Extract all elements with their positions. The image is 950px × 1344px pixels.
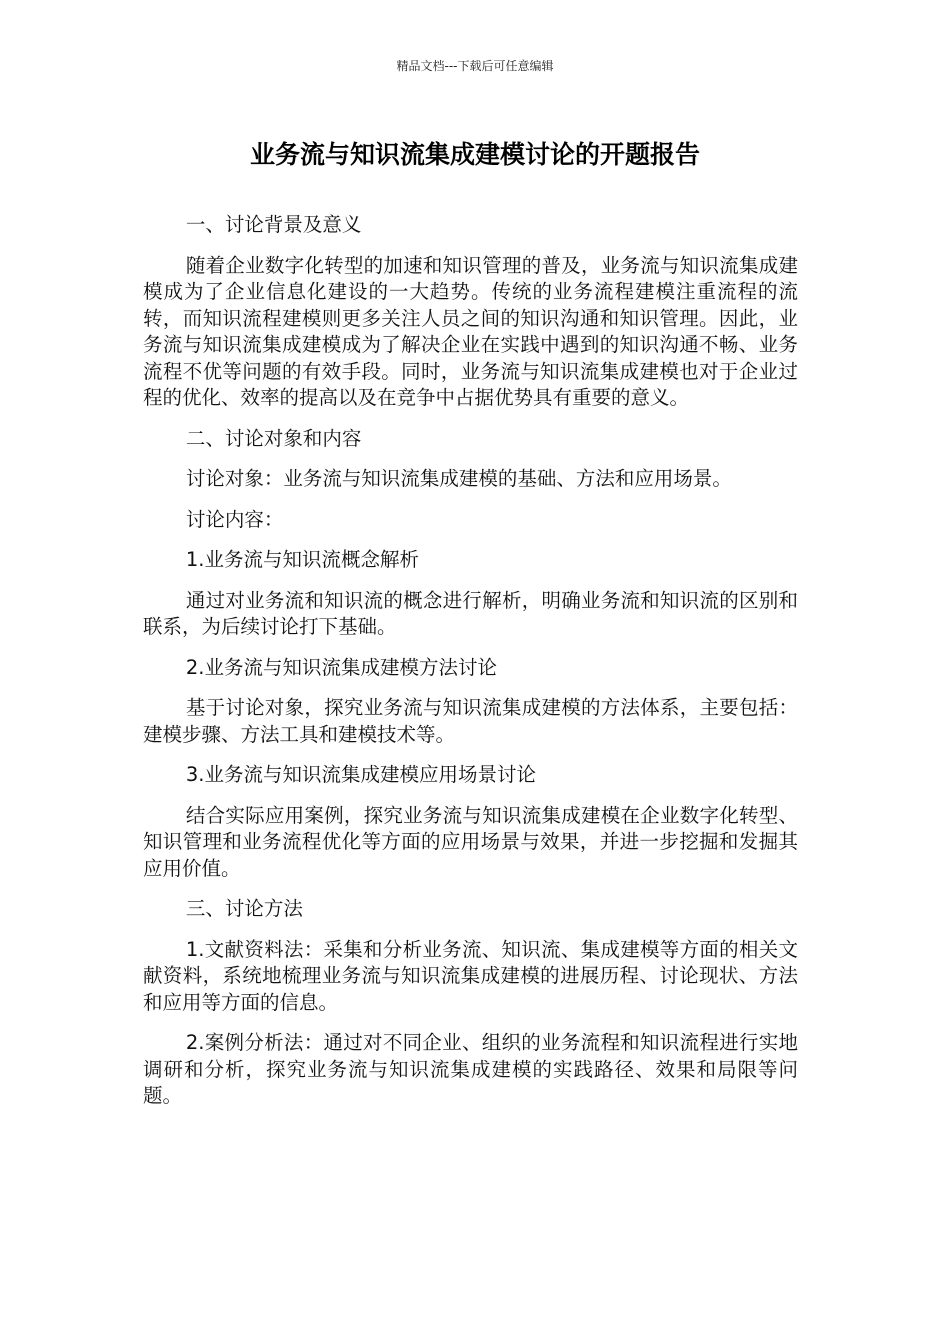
- paragraph-concept: 通过对业务流和知识流的概念进行解析，明确业务流和知识流的区别和联系，为后续讨论打下基础。: [143, 588, 798, 638]
- paragraph-method: 基于讨论对象，探究业务流与知识流集成建模的方法体系，主要包括：建模步骤、方法工具和建模技术等。: [143, 696, 798, 746]
- subheading-method: 2.业务流与知识流集成建模方法讨论: [185, 655, 497, 679]
- page-header: 精品文档---下载后可任意编辑: [396, 59, 554, 73]
- subheading-scenario: 3.业务流与知识流集成建模应用场景讨论: [185, 763, 536, 786]
- document-title: 业务流与知识流集成建模讨论的开题报告: [249, 140, 700, 169]
- subheading-concept: 1.业务流与知识流概念解析: [185, 548, 419, 571]
- paragraph-object: 讨论对象：业务流与知识流集成建模的基础、方法和应用场景。: [185, 467, 732, 490]
- paragraph-scenario: 结合实际应用案例，探究业务流与知识流集成建模在企业数字化转型、知识管理和业务流程优化等方面的应用场景与效果，并进一步挖掘和发掘其应用价值。: [143, 803, 798, 880]
- paragraph-literature-method: 1.文献资料法：采集和分析业务流、知识流、集成建模等方面的相关文献资料，系统地梳理业务流与知识流集成建模的进展历程、讨论现状、方法和应用等方面的信息。: [143, 937, 798, 1014]
- section-heading-background: 一、讨论背景及意义: [185, 213, 362, 236]
- section-heading-object-content: 二、讨论对象和内容: [185, 426, 362, 450]
- document-body: [143, 212, 798, 1124]
- paragraph-background: 随着企业数字化转型的加速和知识管理的普及，业务流与知识流集成建模成为了企业信息化建设的一大趋势。传统的业务流程建模注重流程的流转，而知识流程建模则更多关注人员之间的知识沟通和知识管理。因此，业务流与知识流集成建模成为了解决企业在实践中遇到的知识沟通不畅、业务流程不优等问题的有效手段。同时，业务流与知识流集成建模也对于企业过程的优化、效率的提高以及在竞争中占据优势具有重要的意义。: [143, 253, 798, 409]
- paragraph-case-method: 2.案例分析法：通过对不同企业、组织的业务流程和知识流程进行实地调研和分析，探究业务流与知识流集成建模的实践路径、效果和局限等问题。: [143, 1031, 798, 1107]
- paragraph-content-label: 讨论内容：: [185, 507, 284, 531]
- section-heading-methods: 三、讨论方法: [185, 897, 303, 920]
